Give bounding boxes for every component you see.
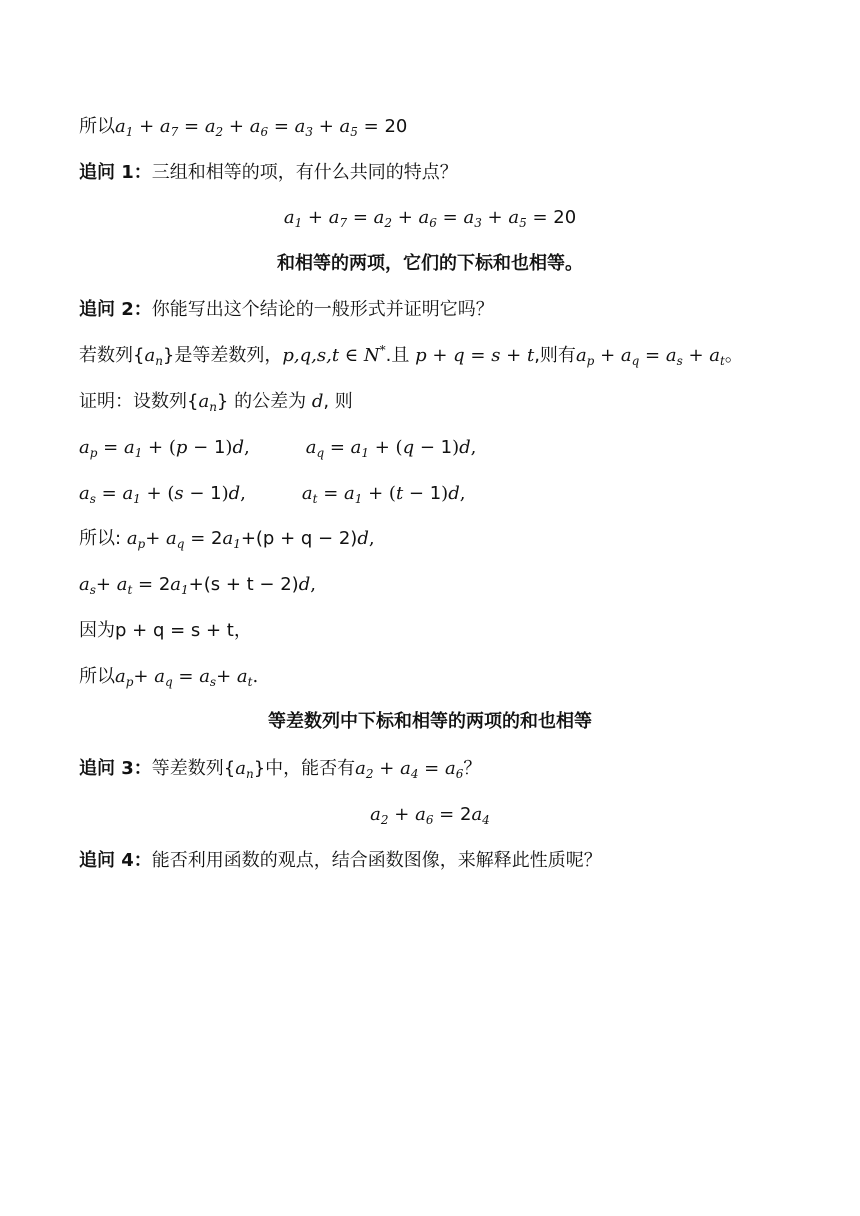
conclusion-2: 等差数列中下标和相等的两项的和也相等 <box>268 711 592 732</box>
proof-line-ap-aq: $a_p = a_1 + (p - 1)d$, $a_q = a_1 + (q - 1)d$, <box>79 437 477 460</box>
proof-line-as-at: $a_s = a_1 + (s - 1)d$, $a_t = a_1 + (t - 1)d$, <box>79 483 466 506</box>
proof-intro: 证明：设数列$\{a_n\}$ 的公差为 d, 则 <box>79 391 353 414</box>
proof-line-therefore: 所以$a_p+ a_q = a_s+ a_t$. <box>79 666 259 689</box>
text-seg: 。 <box>724 345 743 366</box>
question-text: 你能写出这个结论的一般形式并证明它吗？ <box>151 299 494 320</box>
text-seg: ,则有 <box>534 345 576 366</box>
question-4 <box>79 848 602 874</box>
text-seg: , 则 <box>323 391 353 412</box>
proof-line-because: 因为p + q = s + t， <box>79 620 252 641</box>
text-seg: 若数列 <box>79 345 133 366</box>
question-label: 追问 2： <box>79 299 152 320</box>
question-2 <box>79 297 494 323</box>
question-1 <box>79 160 458 186</box>
question-label: 追问 1： <box>79 162 152 183</box>
conclusion-1: 和相等的两项，它们的下标和也相等。 <box>277 253 583 274</box>
text-seg: 所以 <box>79 666 115 687</box>
text-seg: 因为 <box>79 620 115 641</box>
text-seg: 中，能否有 <box>265 758 356 779</box>
text-seg: 的公差为 <box>228 391 312 412</box>
proof-line-sum-st: $a_s+ a_t = 2a_1+(s + t - 2)d$, <box>79 574 316 597</box>
equation-line-1: 所以$a_1 + a_7 = a_2 + a_6 = a_3 + a_5 = 20$ <box>79 116 408 139</box>
text-seg: 是等差数列， <box>174 345 283 366</box>
question-label: 追问 4： <box>79 850 152 871</box>
centered-equation-2: $a_2 + a_6 = 2a_4$ <box>370 804 490 827</box>
question-3: 追问 3：等差数列$\{a_n\}$中，能否有$a_2 + a_4 = a_6$？ <box>79 758 482 781</box>
text-seg: 等差数列 <box>151 758 224 779</box>
text-seg: 所以: <box>79 528 122 549</box>
question-label: 追问 3： <box>79 758 152 779</box>
text-seg: 证明：设数列 <box>79 391 187 412</box>
question-text: 三组和相等的项，有什么共同的特点？ <box>151 162 458 183</box>
text-seg: .且 <box>385 345 410 366</box>
proof-line-sum-pq: 所以: $a_p+ a_q = 2a_1+(p + q - 2)d$, <box>79 528 375 551</box>
question-text: 能否利用函数的观点，结合函数图像，来解释此性质呢？ <box>151 850 602 871</box>
text-prefix: 所以 <box>79 116 115 137</box>
text-seg: ？ <box>463 758 482 779</box>
centered-equation-1: $a_1 + a_7 = a_2 + a_6 = a_3 + a_5 = 20$ <box>283 207 577 230</box>
statement-line: 若数列$\{a_n\}$是等差数列，p,q,s,t ∈ N*.且 p + q = s + t,则有$a_p + a_q = a_s + a_t$。 <box>79 343 743 368</box>
